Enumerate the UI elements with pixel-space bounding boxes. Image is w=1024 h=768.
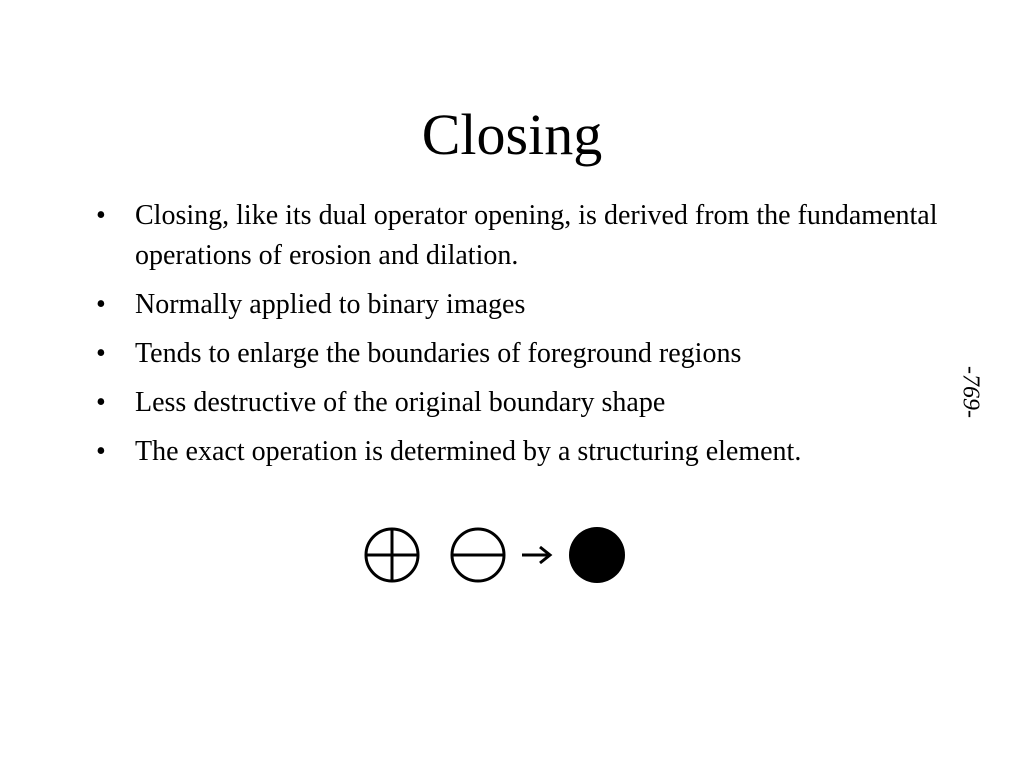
circle-minus-icon (448, 522, 508, 588)
bullet-text: Less destructive of the original boundary shape (135, 387, 666, 418)
bullet-dot: • (96, 436, 106, 467)
bullet-dot: • (96, 289, 106, 320)
bullet-item (96, 432, 956, 472)
bullet-item (96, 383, 956, 423)
bullet-dot: • (96, 338, 106, 369)
slide-title: Closing (421, 102, 603, 167)
bullet-dot: • (96, 200, 106, 231)
bullet-text: Normally applied to binary images (135, 289, 526, 320)
bullet-text: The exact operation is determined by a structuring element. (135, 436, 802, 467)
filled-circle-icon (566, 522, 628, 588)
page-number: -769- (957, 366, 984, 418)
bullet-dot: • (96, 387, 106, 418)
closing-symbol-diagram (360, 522, 630, 588)
bullet-item (96, 196, 956, 276)
bullet-text: Closing, like its dual operator opening, is derived from the fundamental operations of erosion and dilation. (135, 200, 938, 271)
bullet-text: Tends to enlarge the boundaries of foreground regions (135, 338, 742, 369)
circle-plus-icon (362, 522, 422, 588)
bullet-item (96, 285, 956, 325)
bullet-item (96, 334, 956, 374)
bullet-list (96, 196, 956, 481)
arrow-right-icon (518, 522, 558, 588)
